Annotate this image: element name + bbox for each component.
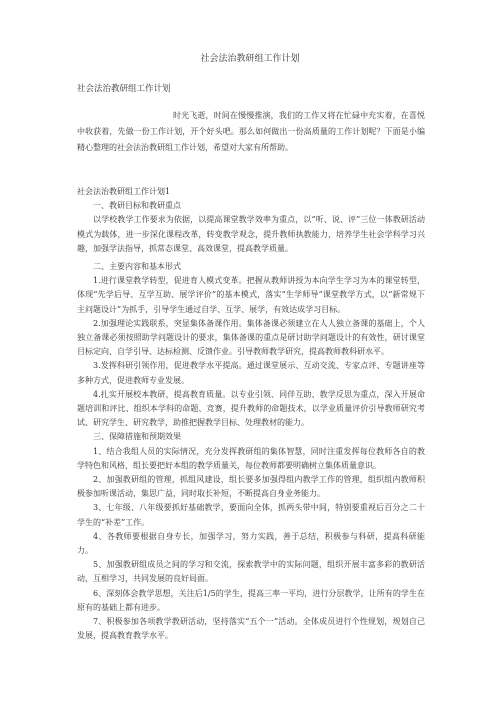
section-3-paragraph-4: 4、各教师要根据自身专长，加强学习，努力实践，善于总结，积极参与科研，提高科研能力。 (77, 531, 425, 556)
section-3-paragraph-5: 5、加强教研组成员之间的学习和交流，探索教学中的实际问题，组织开展丰富多彩的教研活动，互相学习，共同发展的良好局面。 (77, 560, 425, 584)
section-3-paragraph-3: 3、七年级、八年级要抓好基础教学，要面向全体，抓两头带中间，特别要重视后百分之二十学生的“补差”工作。 (77, 503, 425, 527)
document-title: 社会法治教研组工作计划 (200, 54, 300, 64)
section-3-heading: 三、保障措施和预期效果 (93, 432, 181, 442)
section-2-heading: 二、主要内容和基本形式 (93, 262, 181, 272)
section-2-paragraph-2: 2.加强理论实践联系，突显集体备课作用。集体备课必须建立在人人独立备课的基础上，个人独立备课必须按照助学问题设计的要求，集体备课的重点是研讨助学问题设计的有效性，研讨课堂目标定向、自学引导、达标检测、反馈作业。引导教师教学研究，提高教师教科研水平。 (77, 318, 425, 357)
document-body (77, 185, 425, 644)
section-3-paragraph-7: 7、积极参加各项教学教研活动，坚持落实“五个一”活动。全体成员进行个性规划，规划自己发展，提高教育教学水平。 (77, 617, 425, 641)
intro-paragraph: 时光飞逝，时间在慢慢推演，我们的工作又将在忙碌中充实着，在喜悦中收获着，先做一份工作计划，开个好头吧。那么如何做出一份高质量的工作计划呢？下面是小编精心整理的社会法治教研组工作计划，希望对大家有所帮助。 (77, 111, 425, 152)
document-subtitle: 社会法治教研组工作计划 (77, 84, 171, 94)
section-1-paragraph: 以学校教学工作要求为依据，以提高课堂教学效率为重点，以“听、说、评”三位一体教研活动模式为载体，进一步深化课程改革，转变教学观念，提升教师执教能力，培养学生社会学科学习兴趣，加强学法指导，抓常态课堂、高效课堂，提高教学质量。 (77, 215, 425, 253)
section-3-paragraph-1: 1、结合我组人员的实际情况，充分发挥教研组的集体智慧，同时注重发挥每位教师各自的教学特色和风格，组长要把好本组的教学质量关，每位教师都要明确树立集体质量意识。 (77, 446, 425, 470)
section-1-heading: 一、教研目标和教研重点 (93, 201, 181, 211)
section-2-paragraph-1: 1.进行课堂教学转型，促进育人模式变革。把握从教师讲授为本向学生学习为本的课堂转型，体现“先学后导、互学互助、展学评价”的基本模式，落实“生学师导”课堂教学方式，以“新常规下主问题设计”为抓手，引导学生通过自学、互学、展学，有效达成学习目标。 (77, 276, 425, 314)
section-3-paragraph-6: 6、深刻体会教学思想，关注后1/5的学生，提高三率一平均，进行分层教学，让所有的学生在原有的基础上都有进步。 (77, 588, 425, 612)
section-3-paragraph-2: 2、加强教研组的管理，抓组风建设，组长要多加强得组内教学工作的管理，组织组内教师积极参加听课活动，集思广益，同时取长补短，不断提高自身业务能力。 (77, 475, 425, 499)
section-2-paragraph-3: 3.发挥科研引领作用，促进教学水平提高。通过课堂展示、互动交流、专家点评、专题讲座等多种方式，促进教师专业发展。 (77, 361, 425, 385)
plan-title: 社会法治教研组工作计划1 (77, 187, 171, 196)
section-2-paragraph-4: 4.扎实开展校本教研，提高教育质量。以专业引领、同伴互助、教学反思为重点，深入开展命题培训和评比、组织本学科的命题、竞赛，提升教师的命题技术，以学业质量评价引导教师研究考试、研究学生、研究教学，助推把握教学目标、处理教材的能力。 (77, 389, 425, 428)
